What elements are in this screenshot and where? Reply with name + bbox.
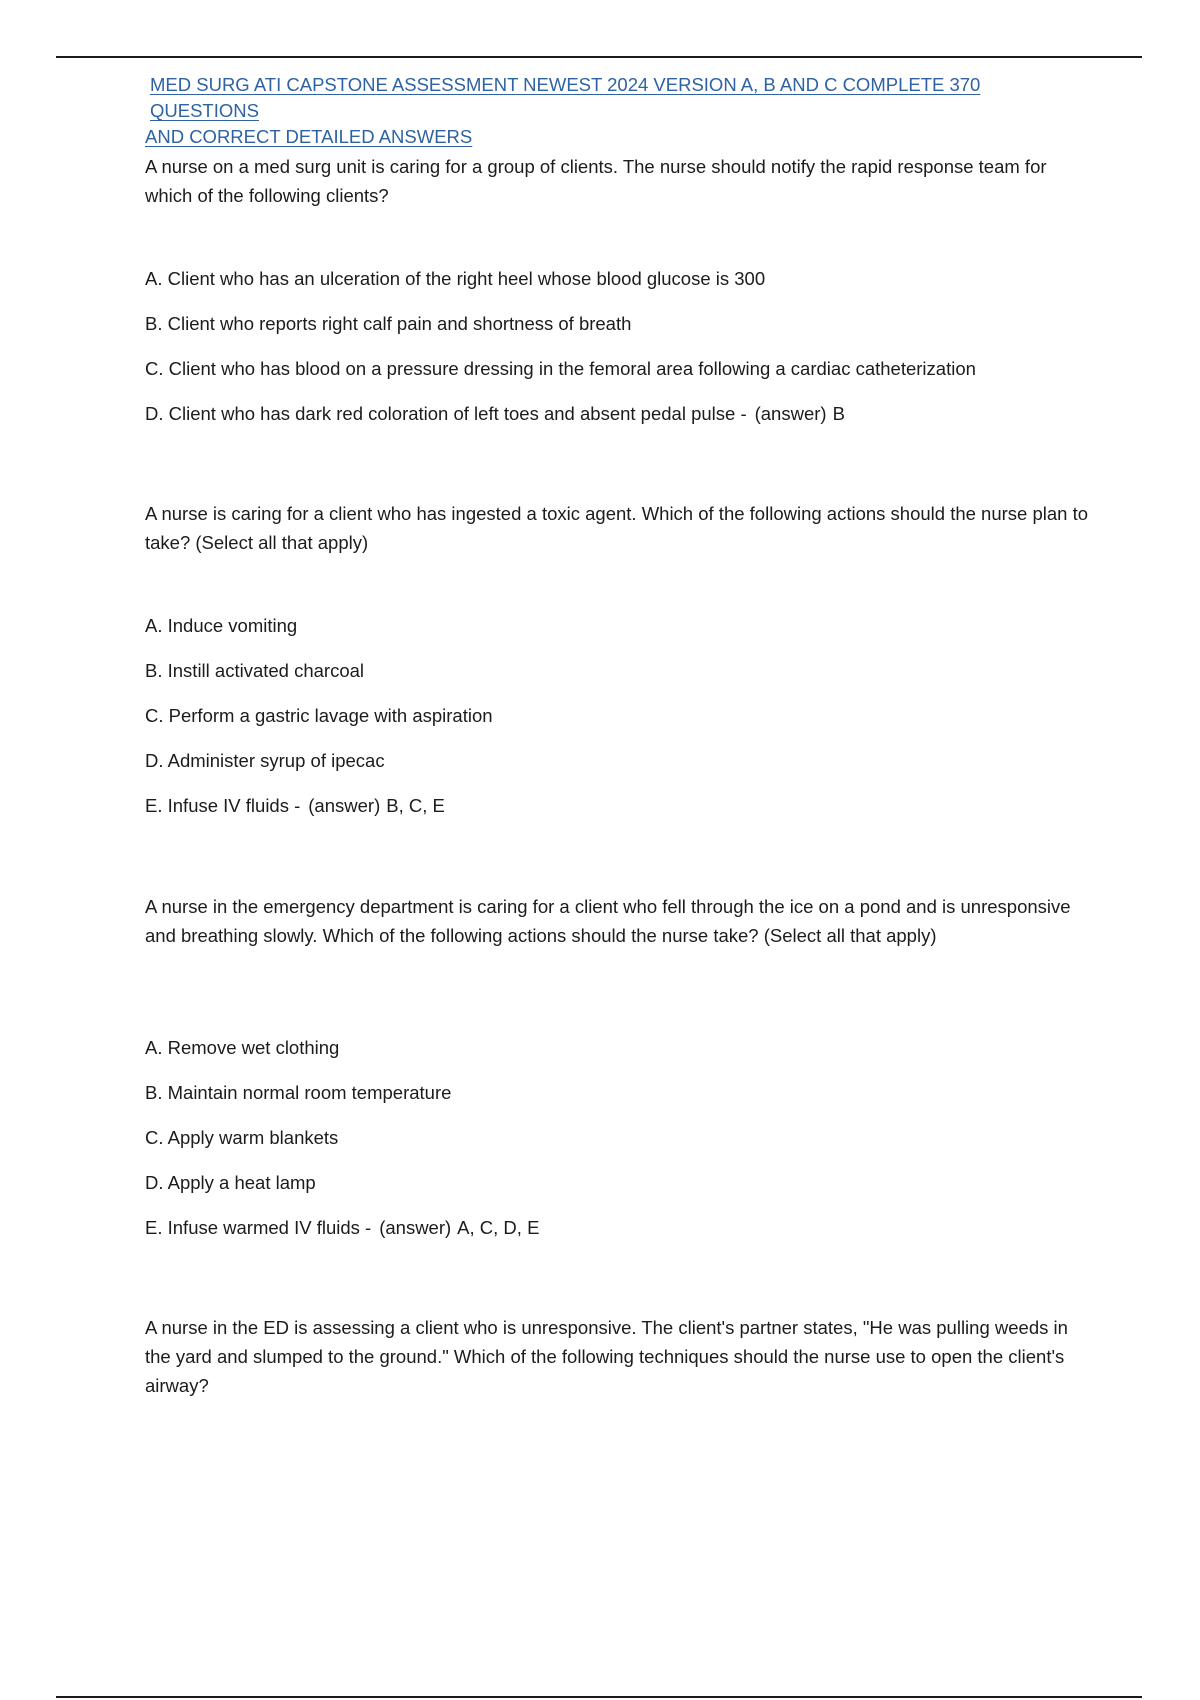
answer-label: (answer) bbox=[379, 1217, 452, 1238]
answer-value: B bbox=[832, 403, 845, 424]
option-text: D. Client who has dark red coloration of left toes and absent pedal pulse - bbox=[145, 403, 747, 424]
question-3-option-d: D. Apply a heat lamp bbox=[145, 1172, 316, 1193]
question-2-option-c: C. Perform a gastric lavage with aspiration bbox=[145, 705, 493, 726]
answer-label: (answer) bbox=[754, 403, 827, 424]
document-title[interactable] bbox=[145, 72, 1090, 150]
question-2-option-d: D. Administer syrup of ipecac bbox=[145, 750, 385, 771]
question-4-stem: A nurse in the ED is assessing a client who is unresponsive. The client's partner states, "He was pulling weeds in the yard and slumped to the ground." Which of the following techniques should the nurse use to open the client's airway? bbox=[145, 1317, 1068, 1396]
footer-rule bbox=[56, 1696, 1142, 1698]
question-1-stem: A nurse on a med surg unit is caring for a group of clients. The nurse should notify the rapid response team for which of the following clients? bbox=[145, 156, 1047, 206]
question-1-options bbox=[145, 266, 976, 446]
question-2-option-a: A. Induce vomiting bbox=[145, 615, 298, 636]
question-1-option-a: A. Client who has an ulceration of the right heel whose blood glucose is 300 bbox=[145, 268, 766, 289]
question-2-option-b: B. Instill activated charcoal bbox=[145, 660, 365, 681]
question-3-option-b: B. Maintain normal room temperature bbox=[145, 1082, 452, 1103]
question-2-stem: A nurse is caring for a client who has ingested a toxic agent. Which of the following actions should the nurse plan to take? (Select all that apply) bbox=[145, 503, 1089, 553]
answer-value: B, C, E bbox=[386, 795, 445, 816]
question-1-option-c: C. Client who has blood on a pressure dressing in the femoral area following a cardiac catheterization bbox=[145, 358, 976, 379]
header-rule bbox=[56, 56, 1142, 58]
option-text: E. Infuse IV fluids - bbox=[145, 795, 301, 816]
answer-label: (answer) bbox=[308, 795, 381, 816]
question-3-option-a: A. Remove wet clothing bbox=[145, 1037, 340, 1058]
option-text: E. Infuse warmed IV fluids - bbox=[145, 1217, 372, 1238]
question-3-option-e bbox=[145, 1215, 539, 1241]
title-line-2[interactable]: AND CORRECT DETAILED ANSWERS bbox=[145, 126, 473, 147]
question-3-stem: A nurse in the emergency department is caring for a client who fell through the ice on a pond and is unresponsive and breathing slowly. Which of the following actions should the nurse take? (Select all that apply) bbox=[145, 896, 1071, 946]
document-body bbox=[145, 72, 1090, 1396]
question-3-options bbox=[145, 1035, 539, 1260]
question-3-option-c: C. Apply warm blankets bbox=[145, 1127, 339, 1148]
question-1-option-d bbox=[145, 401, 976, 427]
title-line-1[interactable]: MED SURG ATI CAPSTONE ASSESSMENT NEWEST 2024 VERSION A, B AND C COMPLETE 370 QUESTIONS bbox=[150, 74, 981, 121]
question-2-option-e bbox=[145, 793, 493, 819]
question-1-option-b: B. Client who reports right calf pain and shortness of breath bbox=[145, 313, 632, 334]
question-2-options bbox=[145, 613, 493, 838]
answer-value: A, C, D, E bbox=[457, 1217, 540, 1238]
